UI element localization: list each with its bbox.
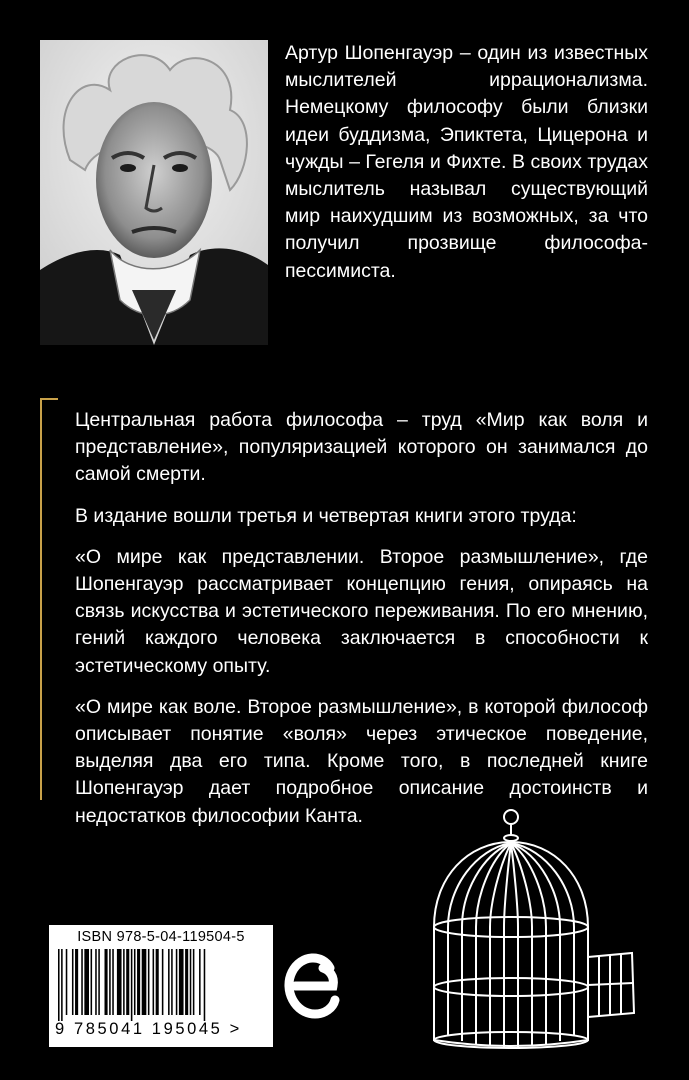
barcode-bar — [153, 949, 155, 1015]
barcode-box — [49, 925, 273, 1047]
barcode-bar — [168, 949, 170, 1015]
barcode-bar — [142, 949, 147, 1015]
barcode-bar — [179, 949, 184, 1015]
author-bio: Артур Шопенгауэр – один из известных мыслителей иррационализма. Немецкому философу были близки идеи буддизма, Эпиктета, Цицерона и чужды – Гегеля и Фихте. В своих трудах мыслитель называл существующий мир наихудшим из возможных, за что получил прозвище философа-пессимиста. — [285, 42, 648, 282]
description-paragraph: «О мире как воле. Второе размышление», в которой философ описывает понятие «воля» через этическое поведение, выделяя два его типа. Кроме того, в последней книге Шопенгауэр дает подробное описание достоинств и недостатков философии Канта. — [75, 695, 648, 827]
barcode-bar — [66, 949, 68, 1015]
barcode-bar — [204, 949, 206, 1021]
barcode-bar — [185, 949, 188, 1015]
portrait-photo — [40, 40, 268, 345]
birdcage-icon — [418, 807, 650, 1052]
barcode-bar — [81, 949, 83, 1015]
barcode-bar — [58, 949, 60, 1021]
barcode-bar — [199, 949, 201, 1015]
description-paragraph: Центральная работа философа – труд «Мир как воля и представление», популяризацией которого он занимался до самой смерти. — [75, 409, 648, 486]
description-paragraph: «О мире как представлении. Второе размышление», где Шопенгауэр рассматривает концепцию гения, опираясь на связь искусства и эстетического переживания. По его мнению, гений каждого человека заключается в способности к эстетическому опыту. — [75, 545, 648, 677]
barcode-bar — [95, 949, 97, 1015]
barcode-bar — [193, 949, 195, 1015]
accent-bracket — [40, 398, 58, 800]
barcode-bar — [171, 949, 173, 1015]
description-paragraph: В издание вошли третья и четвертая книги этого труда: — [75, 504, 577, 527]
barcode-bar — [112, 949, 114, 1015]
barcode-bar — [126, 949, 129, 1015]
barcode-bar — [105, 949, 108, 1015]
barcode-bar — [117, 949, 122, 1015]
barcode-bar — [75, 949, 78, 1015]
author-portrait — [40, 40, 268, 345]
barcode-bars — [58, 949, 264, 1021]
barcode-bar — [61, 949, 63, 1021]
description — [75, 407, 648, 844]
barcode-bar — [123, 949, 125, 1015]
barcode-bar — [137, 949, 140, 1015]
barcode-bar — [84, 949, 89, 1015]
barcode-bar — [176, 949, 178, 1015]
barcode-digits: 9 785041 195045 > — [55, 1020, 242, 1038]
barcode-bar — [98, 949, 100, 1015]
barcode-bar — [72, 949, 74, 1015]
barcode-bar — [131, 949, 133, 1021]
barcode-bar — [190, 949, 192, 1015]
barcode-bar — [156, 949, 159, 1015]
isbn-label: ISBN 978-5-04-119504-5 — [77, 929, 245, 945]
barcode-bar — [134, 949, 136, 1015]
eksmo-logo-icon — [283, 948, 341, 1030]
barcode-bar — [91, 949, 93, 1015]
barcode-bar — [109, 949, 111, 1015]
barcode-bar — [162, 949, 164, 1015]
barcode-bar — [148, 949, 150, 1015]
